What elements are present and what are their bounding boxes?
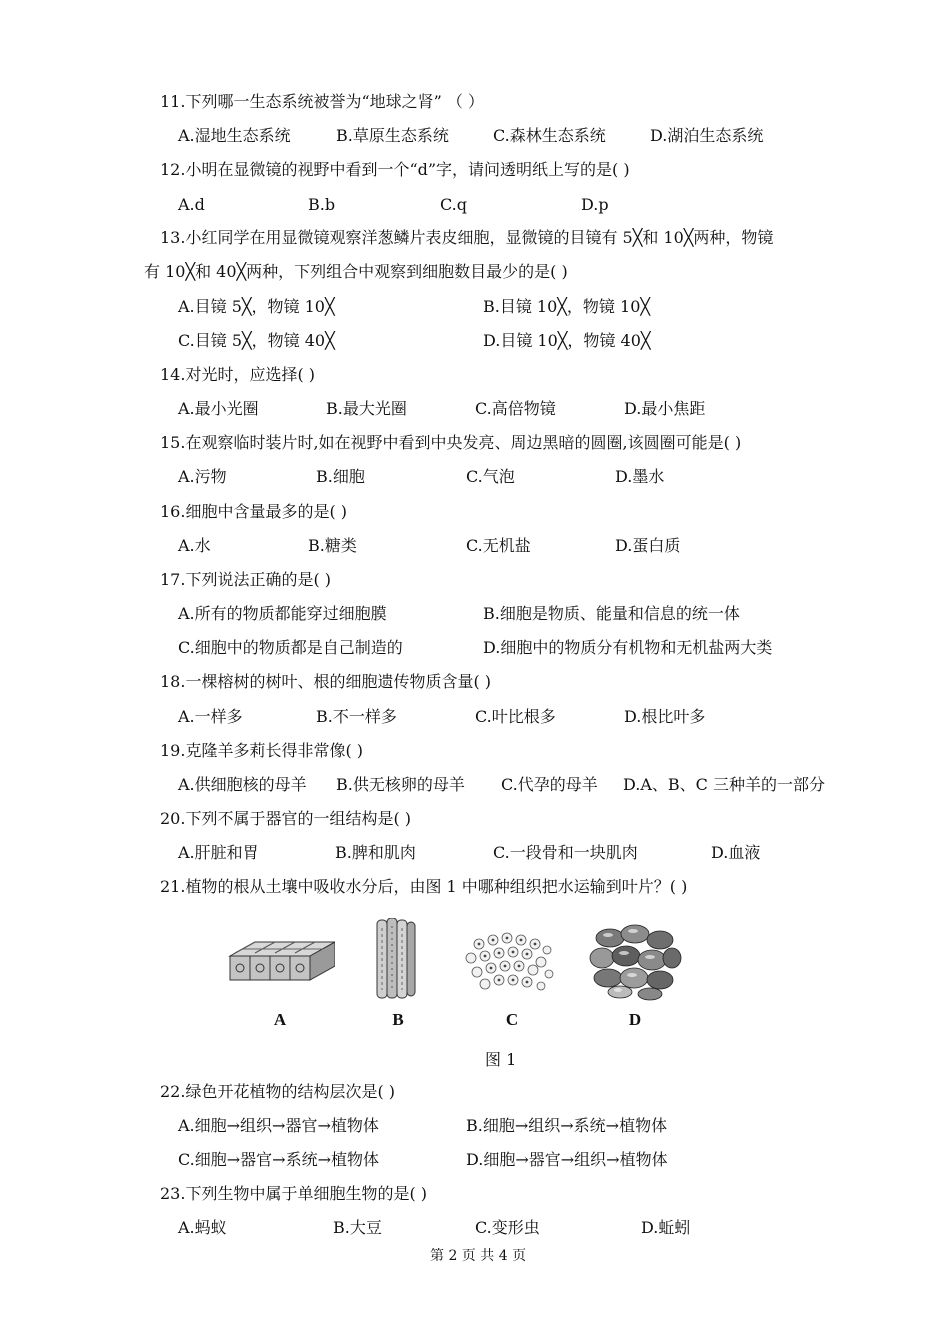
option-c: C.高倍物镜 xyxy=(475,399,556,418)
options-16 xyxy=(178,536,838,556)
figure-1-tissues xyxy=(225,918,705,1033)
question-20: 20.下列不属于器官的一组结构是( ) xyxy=(160,809,412,828)
figure-label-b: B xyxy=(392,1010,404,1029)
option-a: A.供细胞核的母羊 xyxy=(178,775,307,794)
option-b: B.b xyxy=(308,195,336,214)
option-a: A.目镜 5╳，物镜 10╳ xyxy=(178,297,335,316)
tissue-c-drawing xyxy=(457,918,567,1008)
option-c: C.代孕的母羊 xyxy=(501,775,598,794)
options-13-row2 xyxy=(178,331,838,351)
option-c: C.一段骨和一块肌肉 xyxy=(493,843,638,862)
option-b: B.脾和肌肉 xyxy=(335,843,416,862)
option-b: B.草原生态系统 xyxy=(336,126,449,145)
question-22: 22.绿色开花植物的结构层次是( ) xyxy=(160,1082,396,1101)
figure-caption: 图 1 xyxy=(485,1050,517,1069)
figure-label-d: D xyxy=(628,1010,642,1029)
options-12 xyxy=(178,195,838,215)
option-d: D.蛋白质 xyxy=(615,536,681,555)
question-21: 21.植物的根从土壤中吸收水分后，由图 1 中哪种组织把水运输到叶片？( ) xyxy=(160,877,688,896)
option-c: C.森林生态系统 xyxy=(493,126,606,145)
figure-label-a: A xyxy=(273,1010,287,1029)
options-22-row1 xyxy=(178,1116,838,1136)
option-a: A.一样多 xyxy=(178,707,243,726)
option-c: C.目镜 5╳，物镜 40╳ xyxy=(178,331,335,350)
option-c: C.细胞中的物质都是自己制造的 xyxy=(178,638,403,657)
tissue-a-drawing xyxy=(225,918,335,1008)
options-13-row1 xyxy=(178,297,838,317)
tissue-d-image xyxy=(580,918,690,1028)
question-13-line1: 13.小红同学在用显微镜观察洋葱鳞片表皮细胞，显微镜的目镜有 5╳和 10╳两种，物镜 xyxy=(160,228,774,247)
option-d: D.细胞中的物质分有机物和无机盐两大类 xyxy=(483,638,773,657)
question-12: 12.小明在显微镜的视野中看到一个“d”字，请问透明纸上写的是( ) xyxy=(160,160,630,179)
option-b: B.供无核卵的母羊 xyxy=(336,775,465,794)
option-a: A.细胞→组织→器官→植物体 xyxy=(178,1116,379,1135)
options-22-row2 xyxy=(178,1150,838,1170)
question-13-line2: 有 10╳和 40╳两种，下列组合中观察到细胞数目最少的是( ) xyxy=(144,262,568,281)
options-11 xyxy=(178,126,838,146)
figure-label-c: C xyxy=(505,1010,519,1029)
question-16: 16.细胞中含量最多的是( ) xyxy=(160,502,348,521)
option-c: C.气泡 xyxy=(466,467,515,486)
options-20 xyxy=(178,843,838,863)
option-d: D.墨水 xyxy=(615,467,665,486)
option-b: B.细胞→组织→系统→植物体 xyxy=(466,1116,668,1135)
tissue-a-image xyxy=(225,918,335,1028)
option-a: A.最小光圈 xyxy=(178,399,259,418)
options-15 xyxy=(178,467,838,487)
options-19 xyxy=(178,775,838,795)
tissue-d-drawing xyxy=(580,918,690,1008)
question-11: 11.下列哪一生态系统被誉为“地球之肾” （ ） xyxy=(160,92,484,111)
option-d: D.根比叶多 xyxy=(624,707,706,726)
option-b: B.细胞 xyxy=(316,467,365,486)
options-14 xyxy=(178,399,838,419)
question-18: 18.一棵榕树的树叶、根的细胞遗传物质含量( ) xyxy=(160,672,492,691)
question-23: 23.下列生物中属于单细胞生物的是( ) xyxy=(160,1184,428,1203)
option-d: D.最小焦距 xyxy=(624,399,706,418)
question-19: 19.克隆羊多莉长得非常像( ) xyxy=(160,741,364,760)
option-d: D.湖泊生态系统 xyxy=(650,126,764,145)
option-c: C.叶比根多 xyxy=(475,707,556,726)
option-c: C.细胞→器官→系统→植物体 xyxy=(178,1150,379,1169)
option-b: B.目镜 10╳，物镜 10╳ xyxy=(483,297,651,316)
options-18 xyxy=(178,707,838,727)
option-d: D.p xyxy=(581,195,609,214)
option-b: B.大豆 xyxy=(333,1218,382,1237)
option-d: D.目镜 10╳，物镜 40╳ xyxy=(483,331,651,350)
options-17-row2 xyxy=(178,638,838,658)
tissue-b-drawing xyxy=(343,918,453,1008)
options-17-row1 xyxy=(178,604,838,624)
option-a: A.污物 xyxy=(178,467,227,486)
option-a: A.湿地生态系统 xyxy=(178,126,291,145)
question-14: 14.对光时，应选择( ) xyxy=(160,365,316,384)
tissue-c-image xyxy=(457,918,567,1028)
option-a: A.蚂蚁 xyxy=(178,1218,227,1237)
option-d: D.蚯蚓 xyxy=(641,1218,691,1237)
option-c: C.q xyxy=(440,195,467,214)
page-footer: 第 2 页 共 4 页 xyxy=(430,1248,527,1264)
options-23 xyxy=(178,1218,838,1238)
option-d: D.细胞→器官→组织→植物体 xyxy=(466,1150,668,1169)
option-b: B.细胞是物质、能量和信息的统一体 xyxy=(483,604,740,623)
option-a: A.水 xyxy=(178,536,211,555)
question-15: 15.在观察临时装片时,如在视野中看到中央发亮、周边黑暗的圆圈,该圆圈可能是( ) xyxy=(160,433,742,452)
option-d: D.A、B、C 三种羊的一部分 xyxy=(623,775,825,794)
option-a: A.肝脏和胃 xyxy=(178,843,259,862)
tissue-b-image xyxy=(343,918,453,1028)
option-b: B.不一样多 xyxy=(316,707,397,726)
option-b: B.最大光圈 xyxy=(326,399,407,418)
option-a: A.所有的物质都能穿过细胞膜 xyxy=(178,604,387,623)
option-d: D.血液 xyxy=(711,843,761,862)
question-17: 17.下列说法正确的是( ) xyxy=(160,570,332,589)
option-c: C.无机盐 xyxy=(466,536,531,555)
option-c: C.变形虫 xyxy=(475,1218,540,1237)
option-b: B.糖类 xyxy=(308,536,357,555)
option-a: A.d xyxy=(178,195,205,214)
